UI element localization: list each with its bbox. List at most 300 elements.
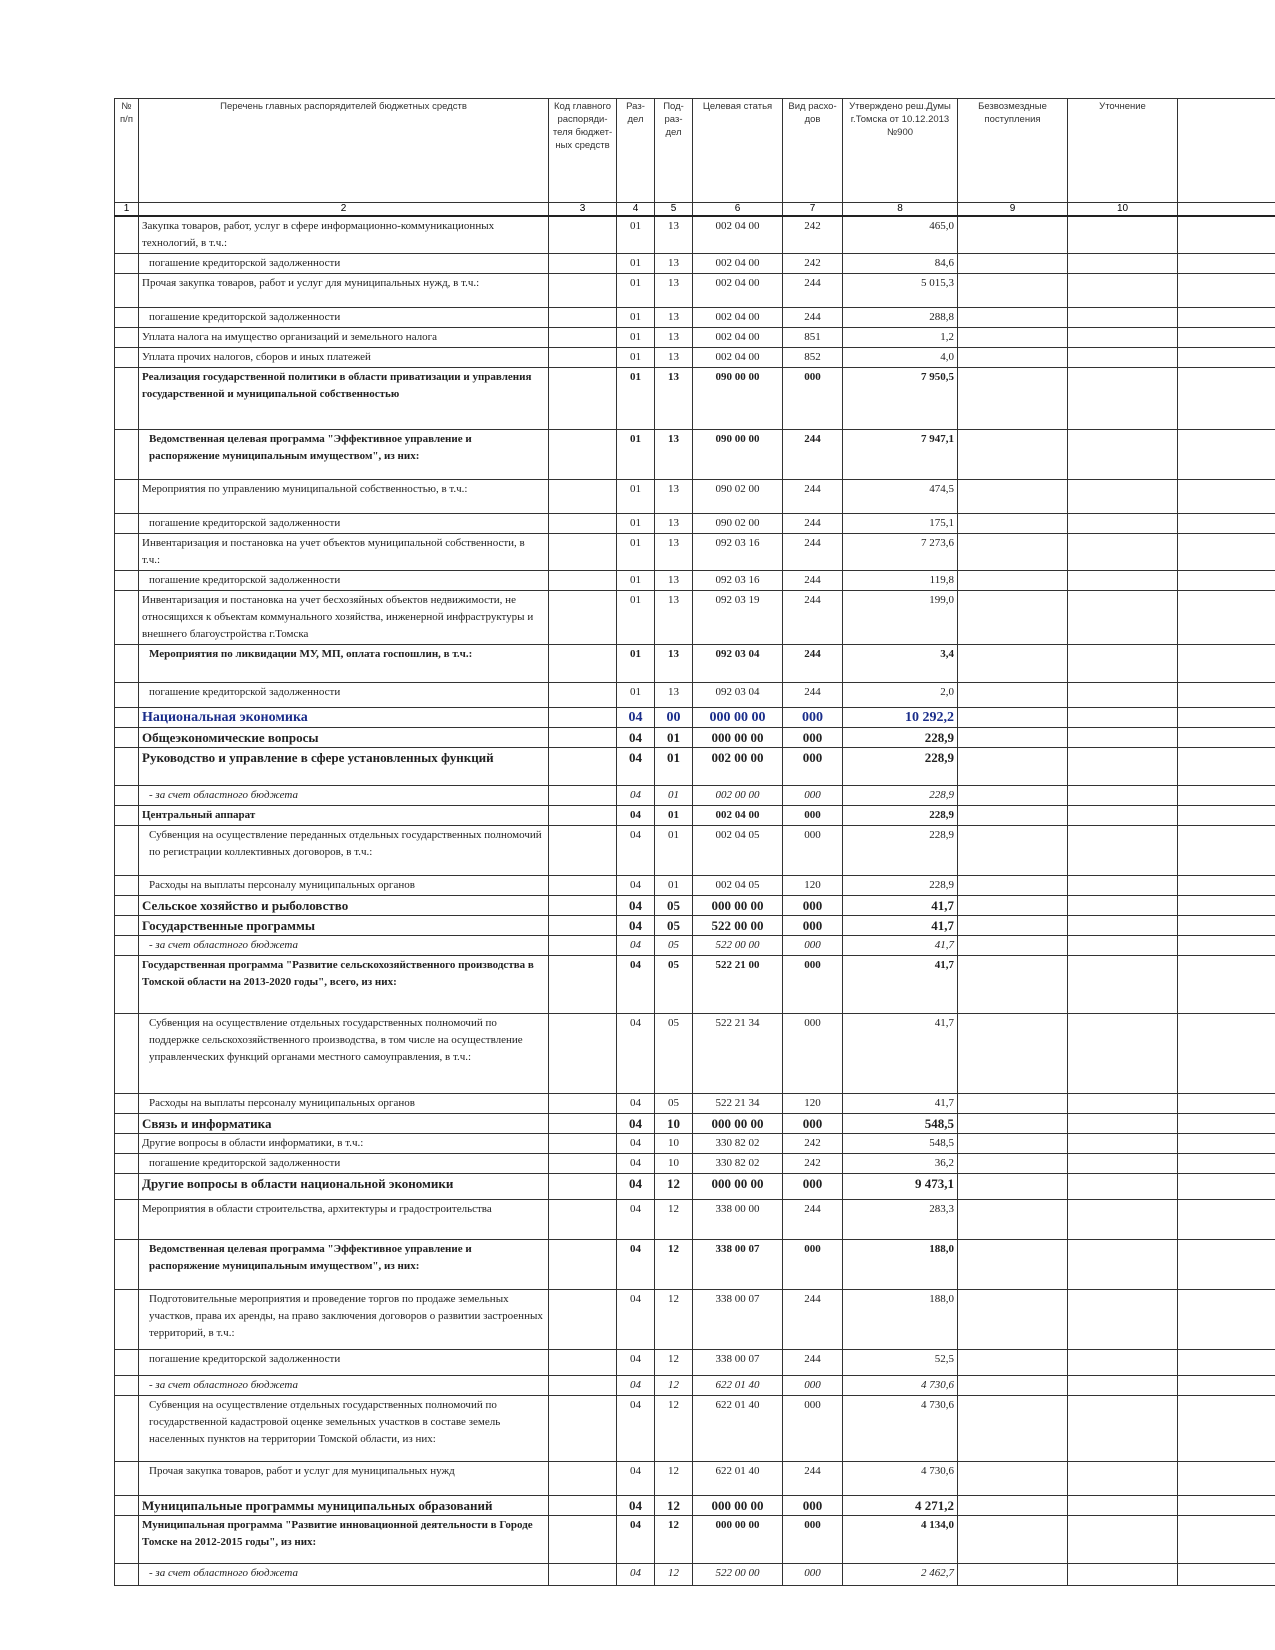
cell-grants [958, 916, 1068, 936]
cell-clarification [1068, 728, 1178, 748]
cell-extra [1178, 1376, 1275, 1396]
cell-section: 01 [617, 683, 655, 708]
column-number: 7 [783, 203, 843, 217]
cell-grants [958, 748, 1068, 786]
cell-code [549, 1154, 617, 1174]
cell-extra [1178, 896, 1275, 916]
cell-subsection: 13 [655, 571, 693, 591]
cell-name: Прочая закупка товаров, работ и услуг для муниципальных нужд [139, 1462, 549, 1496]
cell-name: Прочая закупка товаров, работ и услуг для муниципальных нужд, в т.ч.: [139, 274, 549, 308]
cell-extra [1178, 916, 1275, 936]
cell-subsection: 13 [655, 480, 693, 514]
cell-expense-type: 120 [783, 876, 843, 896]
cell-approved-amount: 188,0 [843, 1240, 958, 1290]
cell-target-article: 092 03 04 [693, 645, 783, 683]
table-row [115, 1240, 1275, 1290]
cell-name: погашение кредиторской задолженности [139, 514, 549, 534]
cell-clarification [1068, 430, 1178, 480]
cell-code [549, 1376, 617, 1396]
header-code: Код главного распоряди-теля бюджет-ных средств [549, 99, 617, 203]
cell-expense-type: 000 [783, 1376, 843, 1396]
cell-subsection: 13 [655, 591, 693, 645]
cell-grants [958, 1240, 1068, 1290]
cell-extra [1178, 328, 1275, 348]
cell-section: 04 [617, 1014, 655, 1094]
cell-extra [1178, 645, 1275, 683]
cell-code [549, 1350, 617, 1376]
cell-subsection: 13 [655, 216, 693, 254]
table-row [115, 916, 1275, 936]
cell-code [549, 728, 617, 748]
cell-grants [958, 1516, 1068, 1564]
cell-approved-amount: 4,0 [843, 348, 958, 368]
column-number: 2 [139, 203, 549, 217]
cell-grants [958, 368, 1068, 430]
cell-expense-type: 242 [783, 1134, 843, 1154]
cell-expense-type: 242 [783, 1154, 843, 1174]
cell-number [115, 956, 139, 1014]
cell-name: Государственные программы [139, 916, 549, 936]
cell-approved-amount: 2,0 [843, 683, 958, 708]
cell-approved-amount: 36,2 [843, 1154, 958, 1174]
cell-expense-type: 244 [783, 1462, 843, 1496]
cell-subsection: 05 [655, 1094, 693, 1114]
cell-extra [1178, 1200, 1275, 1240]
cell-section: 04 [617, 1496, 655, 1516]
cell-clarification [1068, 876, 1178, 896]
cell-number [115, 328, 139, 348]
column-number-row [115, 203, 1275, 217]
cell-grants [958, 826, 1068, 876]
cell-clarification [1068, 1094, 1178, 1114]
table-row [115, 1290, 1275, 1350]
table-row [115, 368, 1275, 430]
cell-target-article: 338 00 00 [693, 1200, 783, 1240]
cell-number [115, 1564, 139, 1586]
header-number: № п/п [115, 99, 139, 203]
cell-target-article: 000 00 00 [693, 1174, 783, 1200]
cell-target-article: 002 04 05 [693, 826, 783, 876]
cell-number [115, 348, 139, 368]
table-row [115, 571, 1275, 591]
cell-name: Уплата налога на имущество организаций и земельного налога [139, 328, 549, 348]
cell-section: 01 [617, 348, 655, 368]
cell-extra [1178, 348, 1275, 368]
cell-clarification [1068, 1496, 1178, 1516]
cell-clarification [1068, 1134, 1178, 1154]
cell-number [115, 728, 139, 748]
cell-code [549, 274, 617, 308]
cell-clarification [1068, 1396, 1178, 1462]
cell-section: 04 [617, 1154, 655, 1174]
column-number: 3 [549, 203, 617, 217]
header-section: Раз-дел [617, 99, 655, 203]
cell-approved-amount: 9 473,1 [843, 1174, 958, 1200]
cell-section: 01 [617, 480, 655, 514]
cell-number [115, 1290, 139, 1350]
cell-code [549, 1396, 617, 1462]
cell-number [115, 826, 139, 876]
cell-extra [1178, 514, 1275, 534]
cell-approved-amount: 41,7 [843, 1014, 958, 1094]
cell-code [549, 876, 617, 896]
cell-clarification [1068, 1114, 1178, 1134]
cell-approved-amount: 41,7 [843, 1094, 958, 1114]
cell-number [115, 216, 139, 254]
cell-section: 01 [617, 274, 655, 308]
cell-extra [1178, 254, 1275, 274]
cell-approved-amount: 548,5 [843, 1134, 958, 1154]
cell-target-article: 338 00 07 [693, 1240, 783, 1290]
cell-expense-type: 244 [783, 645, 843, 683]
cell-target-article: 092 03 04 [693, 683, 783, 708]
cell-section: 04 [617, 1134, 655, 1154]
cell-subsection: 12 [655, 1564, 693, 1586]
cell-name: Уплата прочих налогов, сборов и иных платежей [139, 348, 549, 368]
cell-approved-amount: 4 730,6 [843, 1462, 958, 1496]
cell-extra [1178, 1014, 1275, 1094]
table-row [115, 1174, 1275, 1200]
cell-extra [1178, 216, 1275, 254]
cell-target-article: 002 00 00 [693, 748, 783, 786]
cell-number [115, 480, 139, 514]
cell-grants [958, 274, 1068, 308]
cell-section: 04 [617, 896, 655, 916]
cell-section: 01 [617, 328, 655, 348]
column-number: 4 [617, 203, 655, 217]
cell-number [115, 1240, 139, 1290]
cell-name: Государственная программа "Развитие сельскохозяйственного производства в Томской области на 2013-2020 годы", всего, из них: [139, 956, 549, 1014]
cell-extra [1178, 1174, 1275, 1200]
cell-number [115, 1350, 139, 1376]
cell-extra [1178, 1350, 1275, 1376]
cell-approved-amount: 288,8 [843, 308, 958, 328]
cell-expense-type: 244 [783, 308, 843, 328]
cell-section: 04 [617, 826, 655, 876]
cell-code [549, 916, 617, 936]
cell-number [115, 1134, 139, 1154]
cell-approved-amount: 84,6 [843, 254, 958, 274]
cell-extra [1178, 683, 1275, 708]
cell-approved-amount: 4 730,6 [843, 1376, 958, 1396]
cell-extra [1178, 956, 1275, 1014]
cell-expense-type: 000 [783, 1516, 843, 1564]
cell-grants [958, 514, 1068, 534]
cell-number [115, 430, 139, 480]
cell-section: 04 [617, 1462, 655, 1496]
cell-extra [1178, 591, 1275, 645]
cell-name: Руководство и управление в сфере установленных функций [139, 748, 549, 786]
cell-section: 04 [617, 748, 655, 786]
cell-number [115, 876, 139, 896]
cell-number [115, 708, 139, 728]
table-row [115, 1134, 1275, 1154]
cell-approved-amount: 3,4 [843, 645, 958, 683]
cell-clarification [1068, 328, 1178, 348]
cell-number [115, 1496, 139, 1516]
cell-expense-type: 244 [783, 1290, 843, 1350]
cell-section: 01 [617, 216, 655, 254]
cell-name: Ведомственная целевая программа "Эффективное управление и распоряжение муниципальным имуществом", из них: [139, 1240, 549, 1290]
cell-expense-type: 000 [783, 748, 843, 786]
cell-grants [958, 480, 1068, 514]
cell-number [115, 1114, 139, 1134]
cell-target-article: 000 00 00 [693, 1114, 783, 1134]
cell-expense-type: 851 [783, 328, 843, 348]
cell-grants [958, 430, 1068, 480]
header-approved: Утверждено реш.Думы г.Томска от 10.12.2013 №900 [843, 99, 958, 203]
cell-section: 04 [617, 916, 655, 936]
cell-section: 04 [617, 728, 655, 748]
cell-name: Подготовительные мероприятия и проведение торгов по продаже земельных участков, права их аренды, на право заключения договоров о развитии застроенных территорий, в т.ч.: [139, 1290, 549, 1350]
cell-grants [958, 1496, 1068, 1516]
cell-extra [1178, 786, 1275, 806]
cell-target-article: 522 21 00 [693, 956, 783, 1014]
cell-target-article: 002 04 00 [693, 308, 783, 328]
cell-clarification [1068, 1200, 1178, 1240]
cell-clarification [1068, 786, 1178, 806]
cell-target-article: 000 00 00 [693, 1496, 783, 1516]
cell-extra [1178, 1114, 1275, 1134]
column-number: 1 [115, 203, 139, 217]
table-row [115, 1376, 1275, 1396]
cell-subsection: 12 [655, 1496, 693, 1516]
cell-code [549, 514, 617, 534]
cell-name: Связь и информатика [139, 1114, 549, 1134]
cell-expense-type: 244 [783, 1350, 843, 1376]
cell-clarification [1068, 1462, 1178, 1496]
cell-code [549, 896, 617, 916]
cell-code [549, 308, 617, 328]
cell-grants [958, 956, 1068, 1014]
header-expense-type: Вид расхо-дов [783, 99, 843, 203]
cell-code [549, 786, 617, 806]
table-row [115, 274, 1275, 308]
cell-approved-amount: 41,7 [843, 936, 958, 956]
cell-section: 01 [617, 254, 655, 274]
cell-expense-type: 000 [783, 1396, 843, 1462]
cell-subsection: 05 [655, 896, 693, 916]
cell-name: Реализация государственной политики в области приватизации и управления государственной и муниципальной собственностью [139, 368, 549, 430]
cell-subsection: 01 [655, 748, 693, 786]
table-row [115, 514, 1275, 534]
table-row [115, 896, 1275, 916]
cell-target-article: 002 00 00 [693, 786, 783, 806]
cell-code [549, 645, 617, 683]
cell-grants [958, 786, 1068, 806]
cell-name: Мероприятия по управлению муниципальной собственностью, в т.ч.: [139, 480, 549, 514]
cell-code [549, 1200, 617, 1240]
cell-grants [958, 1290, 1068, 1350]
cell-subsection: 05 [655, 916, 693, 936]
cell-expense-type: 244 [783, 534, 843, 571]
cell-subsection: 13 [655, 645, 693, 683]
cell-extra [1178, 1462, 1275, 1496]
cell-approved-amount: 199,0 [843, 591, 958, 645]
cell-extra [1178, 1134, 1275, 1154]
cell-expense-type: 000 [783, 708, 843, 728]
cell-name: Центральный аппарат [139, 806, 549, 826]
table-row [115, 254, 1275, 274]
table-row [115, 1094, 1275, 1114]
cell-target-article: 002 04 00 [693, 806, 783, 826]
cell-extra [1178, 274, 1275, 308]
cell-target-article: 092 03 16 [693, 534, 783, 571]
cell-name: Другие вопросы в области информатики, в т.ч.: [139, 1134, 549, 1154]
table-row [115, 708, 1275, 728]
cell-clarification [1068, 348, 1178, 368]
cell-target-article: 522 21 34 [693, 1014, 783, 1094]
cell-clarification [1068, 591, 1178, 645]
cell-subsection: 10 [655, 1154, 693, 1174]
table-row [115, 1200, 1275, 1240]
cell-approved-amount: 474,5 [843, 480, 958, 514]
cell-expense-type: 000 [783, 1114, 843, 1134]
cell-code [549, 591, 617, 645]
cell-subsection: 12 [655, 1462, 693, 1496]
table-row [115, 1350, 1275, 1376]
cell-extra [1178, 534, 1275, 571]
table-row [115, 826, 1275, 876]
table-row [115, 534, 1275, 571]
cell-name: Мероприятия в области строительства, архитектуры и градостроительства [139, 1200, 549, 1240]
cell-target-article: 090 02 00 [693, 480, 783, 514]
cell-expense-type: 000 [783, 1174, 843, 1200]
table-row [115, 1462, 1275, 1496]
cell-section: 01 [617, 645, 655, 683]
cell-approved-amount: 119,8 [843, 571, 958, 591]
budget-document [114, 98, 1275, 1650]
cell-expense-type: 000 [783, 1014, 843, 1094]
table-row [115, 936, 1275, 956]
cell-approved-amount: 7 950,5 [843, 368, 958, 430]
table-row [115, 876, 1275, 896]
cell-grants [958, 1134, 1068, 1154]
cell-section: 04 [617, 1350, 655, 1376]
cell-extra [1178, 876, 1275, 896]
column-number: 10 [1068, 203, 1178, 217]
cell-number [115, 896, 139, 916]
table-row [115, 308, 1275, 328]
cell-code [549, 1014, 617, 1094]
cell-expense-type: 000 [783, 956, 843, 1014]
cell-grants [958, 1350, 1068, 1376]
cell-extra [1178, 936, 1275, 956]
cell-clarification [1068, 534, 1178, 571]
cell-expense-type: 244 [783, 571, 843, 591]
cell-subsection: 13 [655, 534, 693, 571]
cell-code [549, 708, 617, 728]
cell-grants [958, 254, 1068, 274]
cell-section: 01 [617, 368, 655, 430]
cell-name: Общеэкономические вопросы [139, 728, 549, 748]
cell-grants [958, 936, 1068, 956]
cell-expense-type: 000 [783, 916, 843, 936]
cell-grants [958, 591, 1068, 645]
cell-section: 04 [617, 1290, 655, 1350]
cell-expense-type: 000 [783, 728, 843, 748]
cell-subsection: 12 [655, 1376, 693, 1396]
cell-extra [1178, 1396, 1275, 1462]
cell-name: погашение кредиторской задолженности [139, 1350, 549, 1376]
cell-name: погашение кредиторской задолженности [139, 683, 549, 708]
cell-target-article: 000 00 00 [693, 896, 783, 916]
cell-subsection: 12 [655, 1290, 693, 1350]
cell-number [115, 1516, 139, 1564]
table-row [115, 786, 1275, 806]
column-number: 5 [655, 203, 693, 217]
cell-expense-type: 000 [783, 1496, 843, 1516]
cell-subsection: 01 [655, 786, 693, 806]
cell-name: Закупка товаров, работ, услуг в сфере информационно-коммуникационных технологий, в т.ч.: [139, 216, 549, 254]
cell-expense-type: 000 [783, 368, 843, 430]
cell-extra [1178, 368, 1275, 430]
cell-name: Сельское хозяйство и рыболовство [139, 896, 549, 916]
cell-number [115, 571, 139, 591]
cell-extra [1178, 1240, 1275, 1290]
cell-extra [1178, 430, 1275, 480]
cell-clarification [1068, 480, 1178, 514]
cell-extra [1178, 1094, 1275, 1114]
cell-code [549, 1564, 617, 1586]
cell-expense-type: 852 [783, 348, 843, 368]
cell-clarification [1068, 1516, 1178, 1564]
cell-clarification [1068, 216, 1178, 254]
cell-code [549, 1134, 617, 1154]
column-number [1178, 203, 1275, 217]
cell-target-article: 090 00 00 [693, 430, 783, 480]
cell-subsection: 13 [655, 368, 693, 430]
cell-section: 01 [617, 514, 655, 534]
cell-expense-type: 244 [783, 1200, 843, 1240]
cell-extra [1178, 728, 1275, 748]
cell-code [549, 328, 617, 348]
cell-expense-type: 244 [783, 274, 843, 308]
cell-target-article: 522 00 00 [693, 936, 783, 956]
cell-grants [958, 876, 1068, 896]
cell-extra [1178, 1516, 1275, 1564]
cell-number [115, 1174, 139, 1200]
cell-section: 04 [617, 1174, 655, 1200]
cell-grants [958, 1396, 1068, 1462]
cell-approved-amount: 228,9 [843, 826, 958, 876]
cell-approved-amount: 228,9 [843, 748, 958, 786]
cell-subsection: 12 [655, 1200, 693, 1240]
cell-expense-type: 242 [783, 216, 843, 254]
cell-code [549, 216, 617, 254]
cell-approved-amount: 4 134,0 [843, 1516, 958, 1564]
cell-number [115, 1200, 139, 1240]
cell-code [549, 936, 617, 956]
cell-code [549, 826, 617, 876]
cell-name: погашение кредиторской задолженности [139, 308, 549, 328]
cell-target-article: 622 01 40 [693, 1462, 783, 1496]
cell-clarification [1068, 956, 1178, 1014]
cell-grants [958, 1174, 1068, 1200]
cell-expense-type: 244 [783, 480, 843, 514]
cell-code [549, 748, 617, 786]
header-name: Перечень главных распорядителей бюджетных средств [139, 99, 549, 203]
cell-name: Мероприятия по ликвидации МУ, МП, оплата госпошлин, в т.ч.: [139, 645, 549, 683]
cell-target-article: 090 02 00 [693, 514, 783, 534]
cell-subsection: 13 [655, 683, 693, 708]
table-row [115, 348, 1275, 368]
cell-name: Муниципальные программы муниципальных образований [139, 1496, 549, 1516]
cell-clarification [1068, 1014, 1178, 1094]
cell-name: Национальная экономика [139, 708, 549, 728]
cell-approved-amount: 52,5 [843, 1350, 958, 1376]
cell-section: 04 [617, 956, 655, 1014]
